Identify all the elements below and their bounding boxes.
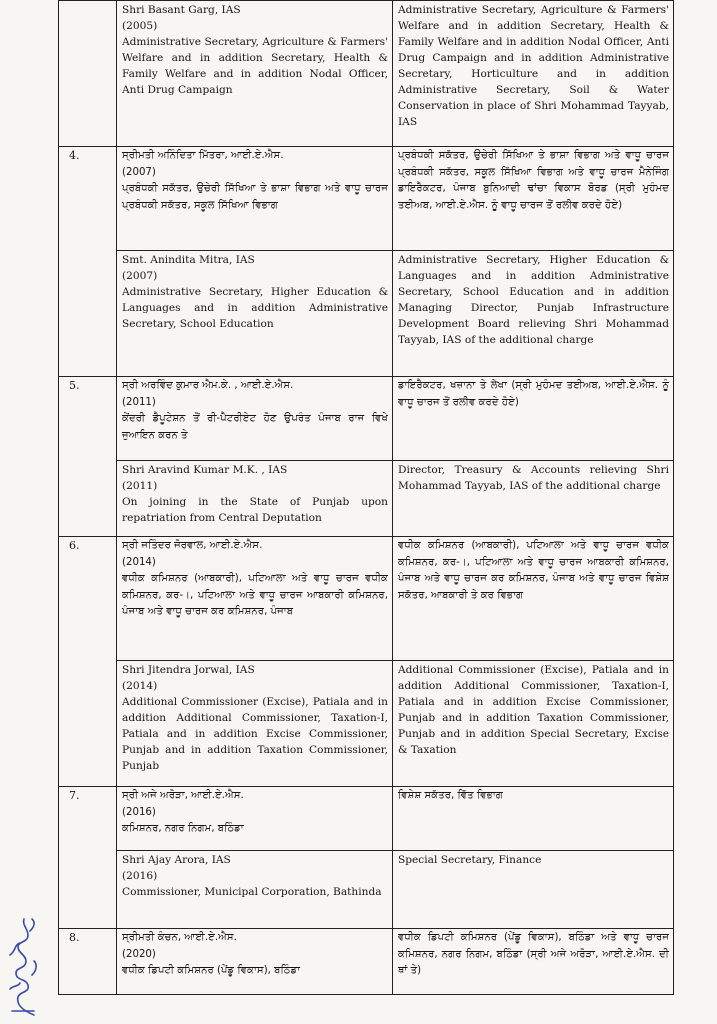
table-row xyxy=(59,661,674,787)
officer-batch-year: (2007) xyxy=(122,270,158,282)
current-posting: Administrative Secretary, Agriculture & Farmers' Welfare and in addition Secretary, Health & Family Welfare and in addition Nodal Officer, Anti Drug Campaign xyxy=(122,36,388,96)
officer-current-posting-pa xyxy=(117,377,393,461)
officer-name: Smt. Anindita Mitra, IAS xyxy=(122,254,255,266)
signature-strokes xyxy=(10,919,36,1015)
new-posting-pa: ਵਧੀਕ ਕਮਿਸ਼ਨਰ (ਆਬਕਾਰੀ), ਪਟਿਆਲਾ ਅਤੇ ਵਾਧੂ ਚਾਰਜ ਵਧੀਕ ਕਮਿਸ਼ਨਰ, ਕਰ-।, ਪਟਿਆਲਾ ਅਤੇ ਵਾਧੂ ਚਾਰਜ ਆਬਕਾਰੀ ਕਮਿਸ਼ਨਰ, ਪੰਜਾਬ ਅਤੇ ਵਾਧੂ ਚਾਰਜ ਕਰ ਕਮਿਸ਼ਨਰ, ਪੰਜਾਬ ਅਤੇ ਵਾਧੂ ਚਾਰਜ ਵਿਸ਼ੇਸ਼ ਸਕੱਤਰ, ਆਬਕਾਰੀ ਤੇ ਕਰ ਵਿਭਾਗ xyxy=(393,537,674,661)
new-posting-en: Administrative Secretary, Agriculture & Farmers' Welfare and in addition Secretary, Health & Family Welfare and in addition Nodal Officer, Anti Drug Campaign and in addition Administrative Secretary, Horticulture and in addition Administrative Secretary, Soil & Water Conservation in place of Shri Mohammad Tayyab, IAS xyxy=(393,1,674,147)
serial-number xyxy=(59,1,117,147)
officer-batch-year: (2014) xyxy=(122,556,156,568)
officer-current-posting-pa xyxy=(117,537,393,661)
new-posting-en: Administrative Secretary, Higher Education & Languages and in addition Administrative Secretary, School Education and in addition Managing Director, Punjab Infrastructure Development Board relieving Shri Mohammad Tayyab, IAS of the additional charge xyxy=(393,251,674,377)
officer-name: ਸ੍ਰੀ ਅਰਵਿੰਦ ਕੁਮਾਰ ਐਮ.ਕੇ. , ਆਈ.ਏ.ਐਸ. xyxy=(122,380,294,391)
table-row xyxy=(59,461,674,537)
officer-current-posting-pa xyxy=(117,147,393,251)
current-posting: ਕਮਿਸ਼ਨਰ, ਨਗਰ ਨਿਗਮ, ਬਠਿੰਡਾ xyxy=(122,823,244,834)
new-posting-pa: ਪ੍ਰਬੰਧਕੀ ਸਕੱਤਰ, ਉਚੇਰੀ ਸਿੱਖਿਆ ਤੇ ਭਾਸ਼ਾ ਵਿਭਾਗ ਅਤੇ ਵਾਧੂ ਚਾਰਜ ਪ੍ਰਬੰਧਕੀ ਸਕੱਤਰ, ਸਕੂਲ ਸਿੱਖਿਆ ਵਿਭਾਗ ਅਤੇ ਵਾਧੂ ਚਾਰਜ ਮੈਨੇਜਿੰਗ ਡਾਇਰੈਕਟਰ, ਪੰਜਾਬ ਬੁਨਿਆਦੀ ਢਾਂਚਾ ਵਿਕਾਸ ਬੋਰਡ (ਸ੍ਰੀ ਮੁਹੰਮਦ ਤਈਅਬ, ਆਈ.ਏ.ਐਸ. ਨੂੰ ਵਾਧੂ ਚਾਰਜ ਤੋਂ ਰਲੀਵ ਕਰਦੇ ਹੋਏ) xyxy=(393,147,674,251)
new-posting-en: Additional Commissioner (Excise), Patiala and in addition Additional Commissioner, Taxation-I, Patiala and in addition Excise Commissioner, Punjab and in addition Taxation Commissioner, Punjab and in addition Special Secretary, Excise & Taxation xyxy=(393,661,674,787)
officer-name: ਸ੍ਰੀਮਤੀ ਅਨਿੰਦਿਤਾ ਮਿੱਤਰਾ, ਆਈ.ਏ.ਐਸ. xyxy=(122,150,284,161)
serial-number: 8. xyxy=(59,929,117,995)
officer-name: ਸ੍ਰੀ ਅਜੇ ਅਰੋੜਾ, ਆਈ.ਏ.ਐਸ. xyxy=(122,790,244,801)
officer-current-posting-en xyxy=(117,661,393,787)
current-posting: On joining in the State of Punjab upon repatriation from Central Deputation xyxy=(122,496,388,524)
current-posting: Commissioner, Municipal Corporation, Bathinda xyxy=(122,886,382,898)
new-posting-pa: ਵਿਸ਼ੇਸ਼ ਸਕੱਤਰ, ਵਿੱਤ ਵਿਭਾਗ xyxy=(393,787,674,851)
officer-batch-year: (2011) xyxy=(122,396,156,408)
officer-name: Shri Basant Garg, IAS xyxy=(122,4,241,16)
officer-name: ਸ੍ਰੀਮਤੀ ਕੰਚਨ, ਆਈ.ਏ.ਐਸ. xyxy=(122,932,237,943)
table-row xyxy=(59,929,674,995)
officer-batch-year: (2016) xyxy=(122,870,158,882)
serial-number: 6. xyxy=(59,537,117,787)
officer-name: ਸ੍ਰੀ ਜਤਿੰਦਰ ਜੋਰਵਾਲ, ਆਈ.ਏ.ਐਸ. xyxy=(122,540,263,551)
serial-number: 5. xyxy=(59,377,117,537)
serial-number: 4. xyxy=(59,147,117,377)
table-row xyxy=(59,537,674,661)
serial-number: 7. xyxy=(59,787,117,929)
officer-current-posting-en xyxy=(117,461,393,537)
table-row xyxy=(59,147,674,251)
officer-current-posting-en xyxy=(117,1,393,147)
officer-batch-year: (2011) xyxy=(122,480,158,492)
table-row xyxy=(59,251,674,377)
new-posting-pa: ਡਾਇਰੈਕਟਰ, ਖਜ਼ਾਨਾ ਤੇ ਲੇਖਾ (ਸ੍ਰੀ ਮੁਹੰਮਦ ਤਈਅਬ, ਆਈ.ਏ.ਐਸ. ਨੂੰ ਵਾਧੂ ਚਾਰਜ ਤੋਂ ਰਲੀਵ ਕਰਦੇ ਹੋਏ) xyxy=(393,377,674,461)
officer-current-posting-pa xyxy=(117,929,393,995)
officer-current-posting-en xyxy=(117,251,393,377)
new-posting-en: Special Secretary, Finance xyxy=(393,851,674,929)
table-row xyxy=(59,851,674,929)
officer-name: Shri Jitendra Jorwal, IAS xyxy=(122,664,255,676)
table-row xyxy=(59,1,674,147)
new-posting-en: Director, Treasury & Accounts relieving Shri Mohammad Tayyab, IAS of the additional charge xyxy=(393,461,674,537)
current-posting: ਪ੍ਰਬੰਧਕੀ ਸਕੱਤਰ, ਉਚੇਰੀ ਸਿੱਖਿਆ ਤੇ ਭਾਸ਼ਾ ਵਿਭਾਗ ਅਤੇ ਵਾਧੂ ਚਾਰਜ ਪ੍ਰਬੰਧਕੀ ਸਕੱਤਰ, ਸਕੂਲ ਸਿੱਖਿਆ ਵਿਭਾਗ xyxy=(122,183,388,211)
current-posting: Administrative Secretary, Higher Education & Languages and in addition Administrative Secretary, School Education xyxy=(122,286,388,330)
transfer-orders-table xyxy=(58,0,674,995)
officer-name: Shri Ajay Arora, IAS xyxy=(122,854,231,866)
officer-batch-year: (2007) xyxy=(122,166,156,178)
officer-current-posting-en xyxy=(117,851,393,929)
officer-name: Shri Aravind Kumar M.K. , IAS xyxy=(122,464,288,476)
officer-batch-year: (2020) xyxy=(122,948,156,960)
officer-batch-year: (2014) xyxy=(122,680,158,692)
table-row xyxy=(59,787,674,851)
table-row xyxy=(59,377,674,461)
officer-current-posting-pa xyxy=(117,787,393,851)
handwritten-signature xyxy=(4,915,44,1020)
current-posting: ਵਧੀਕ ਡਿਪਟੀ ਕਮਿਸ਼ਨਰ (ਪੇਂਡੂ ਵਿਕਾਸ), ਬਠਿੰਡਾ xyxy=(122,965,301,976)
new-posting-pa: ਵਧੀਕ ਡਿਪਟੀ ਕਮਿਸ਼ਨਰ (ਪੇਂਡੂ ਵਿਕਾਸ), ਬਠਿੰਡਾ ਅਤੇ ਵਾਧੂ ਚਾਰਜ ਕਮਿਸ਼ਨਰ, ਨਗਰ ਨਿਗਮ, ਬਠਿੰਡਾ (ਸ੍ਰੀ ਅਜੇ ਅਰੋੜਾ, ਆਈ.ਏ.ਐਸ. ਦੀ ਥਾਂ ਤੇ) xyxy=(393,929,674,995)
current-posting: ਵਧੀਕ ਕਮਿਸ਼ਨਰ (ਆਬਕਾਰੀ), ਪਟਿਆਲਾ ਅਤੇ ਵਾਧੂ ਚਾਰਜ ਵਧੀਕ ਕਮਿਸ਼ਨਰ, ਕਰ-।, ਪਟਿਆਲਾ ਅਤੇ ਵਾਧੂ ਚਾਰਜ ਆਬਕਾਰੀ ਕਮਿਸ਼ਨਰ, ਪੰਜਾਬ ਅਤੇ ਵਾਧੂ ਚਾਰਜ ਕਰ ਕਮਿਸ਼ਨਰ, ਪੰਜਾਬ xyxy=(122,573,388,617)
officer-batch-year: (2005) xyxy=(122,20,158,32)
officer-batch-year: (2016) xyxy=(122,806,156,818)
current-posting: ਕੇਂਦਰੀ ਡੈਪੂਟੇਸ਼ਨ ਤੋਂ ਰੀ-ਪੈਟਰੀਏਟ ਹੋਣ ਉਪਰੰਤ ਪੰਜਾਬ ਰਾਜ ਵਿਖੇ ਜੁਆਇਨ ਕਰਨ ਤੇ xyxy=(122,413,388,441)
current-posting: Additional Commissioner (Excise), Patiala and in addition Additional Commissioner, Taxation-I, Patiala and in addition Excise Commissioner, Punjab and in addition Taxation Commissioner, Punjab xyxy=(122,696,388,772)
